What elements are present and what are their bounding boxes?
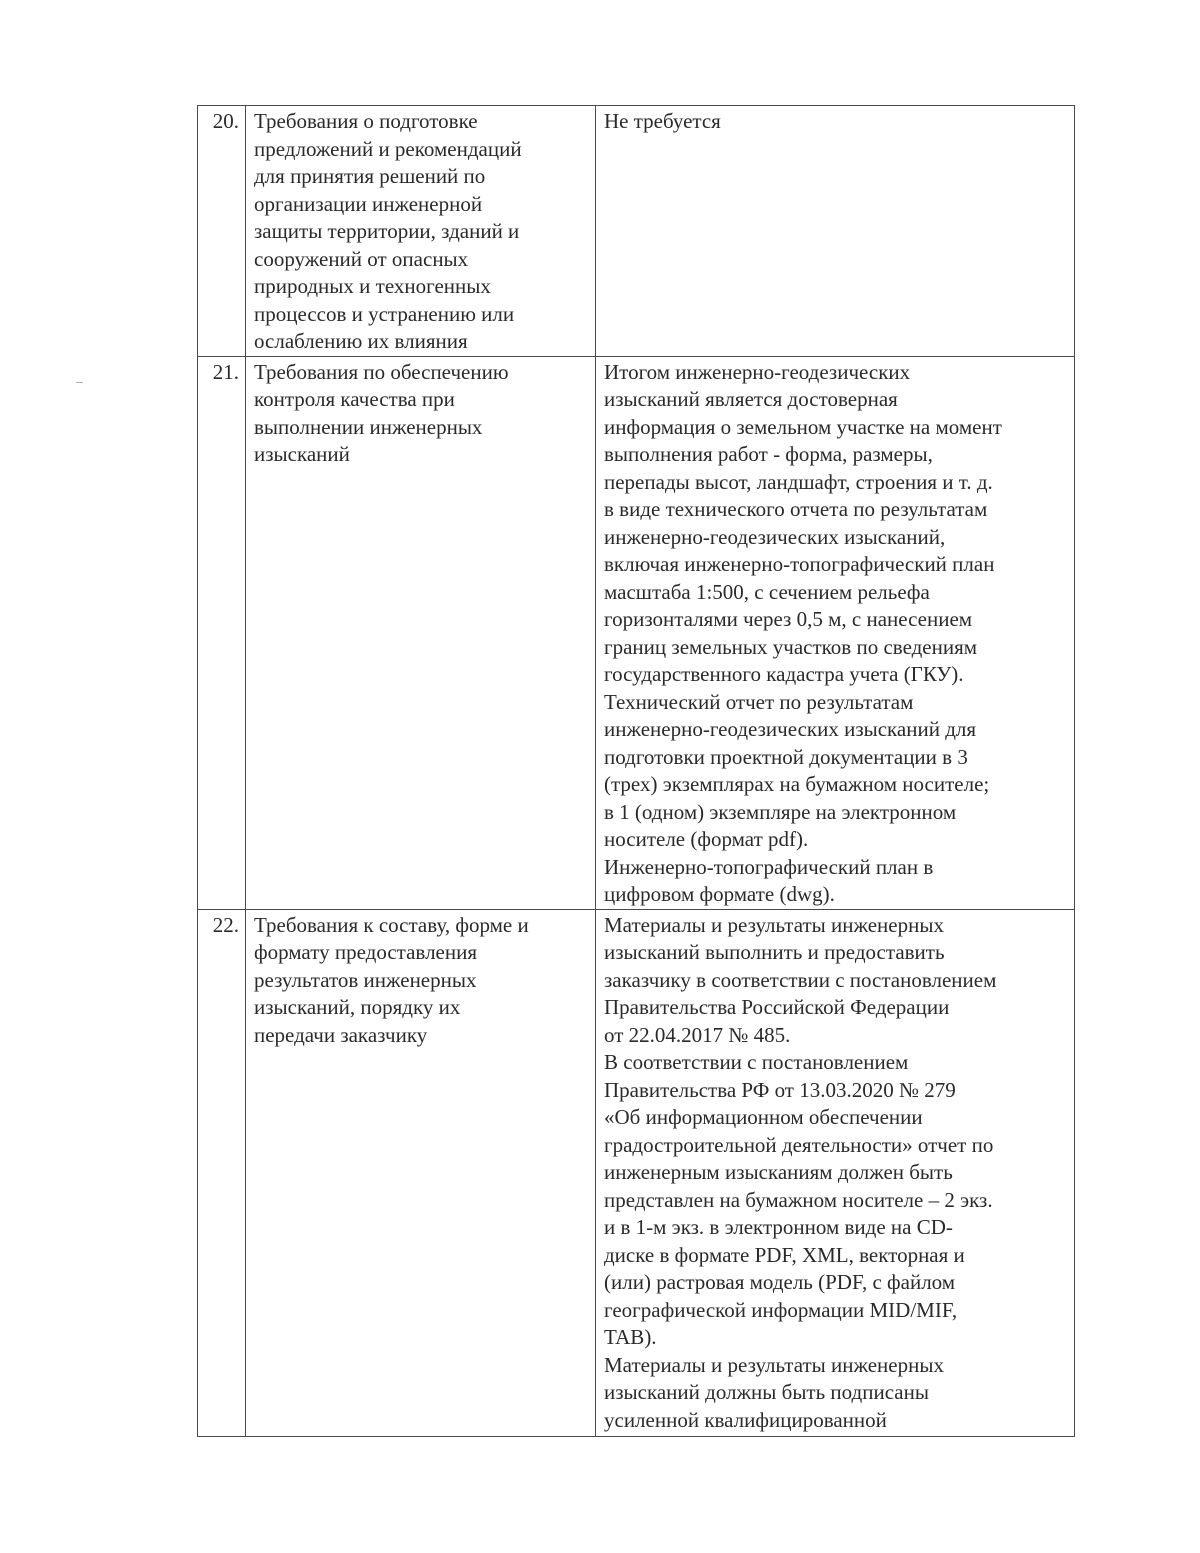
requirement-line: результатов инженерных — [254, 967, 477, 992]
value-line: инженерным изысканиям должен быть — [604, 1160, 953, 1184]
value-line: перепады высот, ландшафт, строения и т. д. — [604, 469, 993, 494]
value-line: усиленной квалифицированной — [604, 1407, 887, 1432]
requirement-cell — [246, 106, 596, 357]
value-cell — [596, 356, 1075, 909]
value-line: Материалы и результаты инженерных — [604, 1352, 944, 1377]
scan-speck — [76, 382, 83, 383]
value-line: Материалы и результаты инженерных — [604, 912, 944, 937]
value-line: инженерно-геодезических изысканий, — [604, 524, 946, 549]
value-line: информация о земельном участке на момент — [604, 414, 1002, 439]
value-line: заказчику в соответствии с постановлением — [604, 967, 997, 992]
value-line: диске в формате PDF, XML, векторная и — [604, 1242, 965, 1267]
value-line: Инженерно-топографический план в — [604, 854, 934, 879]
requirement-line: организации инженерной — [254, 191, 483, 216]
row-number: 20. — [198, 106, 246, 357]
value-cell — [596, 106, 1075, 357]
value-line: и в 1-м экз. в электронном виде на CD- — [604, 1215, 953, 1239]
requirement-line: защиты территории, зданий и — [254, 219, 520, 243]
value-line: масштаба 1:500, с сечением рельефа — [604, 579, 930, 604]
value-line: TAB). — [604, 1325, 657, 1349]
requirement-cell — [246, 356, 596, 909]
requirement-cell — [246, 909, 596, 1436]
value-line: географической информации MID/MIF, — [604, 1297, 958, 1322]
value-line: Итогом инженерно-геодезических — [604, 359, 911, 384]
table-row — [198, 106, 1075, 357]
value-line: носителе (формат pdf). — [604, 827, 809, 851]
table-row — [198, 356, 1075, 909]
value-line: государственного кадастра учета (ГКУ). — [604, 662, 964, 686]
requirement-line: Требования по обеспечению — [254, 359, 509, 384]
value-line: представлен на бумажном носителе – 2 экз. — [604, 1187, 993, 1212]
row-number: 21. — [198, 356, 246, 909]
value-line: Технический отчет по результатам — [604, 689, 914, 714]
requirement-line: Требования к составу, форме и — [254, 912, 529, 937]
requirement-line: выполнении инженерных — [254, 414, 483, 439]
value-line: от 22.04.2017 № 485. — [604, 1022, 791, 1047]
value-line: включая инженерно-топографический план — [604, 552, 995, 576]
requirement-line: передачи заказчику — [254, 1022, 428, 1047]
value-line: цифровом формате (dwg). — [604, 882, 835, 906]
value-cell — [596, 909, 1075, 1436]
requirements-table — [197, 105, 1075, 1437]
value-line: (или) растровая модель (PDF, с файлом — [604, 1270, 956, 1294]
value-line: Не требуется — [604, 109, 721, 133]
value-line: горизонталями через 0,5 м, с нанесением — [604, 607, 973, 631]
value-line: «Об информационном обеспечении — [604, 1105, 923, 1129]
value-line: в виде технического отчета по результатам — [604, 497, 988, 521]
value-line: Правительства Российской Федерации — [604, 995, 950, 1019]
value-line: изысканий выполнить и предоставить — [604, 940, 945, 964]
requirement-line: предложений и рекомендаций — [254, 136, 522, 161]
row-number: 22. — [198, 909, 246, 1436]
requirement-line: формату предоставления — [254, 940, 478, 964]
value-line: инженерно-геодезических изысканий для — [604, 717, 977, 741]
requirement-line: изысканий — [254, 442, 350, 466]
value-line: Правительства РФ от 13.03.2020 № 279 — [604, 1077, 956, 1102]
value-line: градостроительной деятельности» отчет по — [604, 1132, 994, 1157]
requirement-line: изысканий, порядку их — [254, 995, 461, 1019]
requirement-line: для принятия решений по — [254, 164, 486, 188]
requirement-line: сооружений от опасных — [254, 246, 469, 271]
requirement-line: ослаблению их влияния — [254, 329, 468, 353]
value-line: выполнения работ - форма, размеры, — [604, 442, 933, 466]
table-row — [198, 909, 1075, 1436]
value-line: В соответствии с постановлением — [604, 1050, 909, 1074]
value-line: подготовки проектной документации в 3 — [604, 744, 968, 769]
requirement-line: контроля качества при — [254, 387, 455, 411]
value-line: изысканий должны быть подписаны — [604, 1380, 929, 1404]
value-line: (трех) экземплярах на бумажном носителе; — [604, 772, 990, 796]
requirement-line: природных и техногенных — [254, 274, 491, 298]
value-line: изысканий является достоверная — [604, 387, 898, 411]
requirement-line: Требования о подготовке — [254, 109, 478, 133]
value-line: границ земельных участков по сведениям — [604, 634, 978, 659]
value-line: в 1 (одном) экземпляре на электронном — [604, 799, 957, 824]
requirement-line: процессов и устранению или — [254, 301, 515, 326]
